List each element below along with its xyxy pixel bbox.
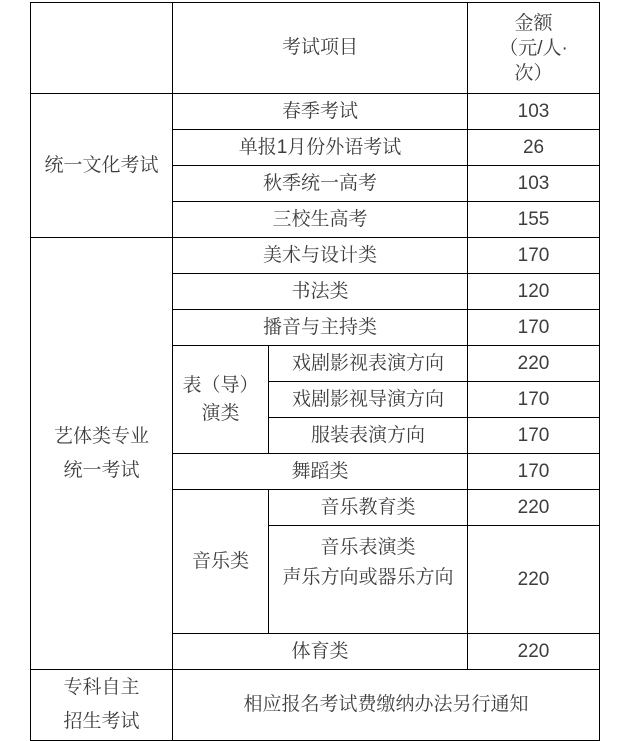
amount-header-line: 金额	[514, 12, 553, 34]
fee-cell: 26	[468, 130, 600, 166]
fee-cell: 170	[468, 310, 600, 346]
fee-cell: 220	[468, 634, 600, 670]
fee-cell: 170	[468, 382, 600, 418]
category-label-line: 招生考试	[63, 711, 140, 732]
subcategory-label-line: 演类	[201, 402, 240, 424]
category-label-line: 统一考试	[63, 459, 140, 481]
category-art-sports	[31, 238, 173, 670]
category-label-line: 专科自主	[63, 677, 140, 698]
subcategory-music: 音乐类	[173, 490, 269, 634]
fee-cell: 170	[468, 418, 600, 454]
exam-fee-table	[30, 2, 600, 741]
item-cell: 戏剧影视表演方向	[269, 346, 468, 382]
header-amount-cell	[468, 3, 600, 94]
item-cell: 音乐教育类	[269, 490, 468, 526]
item-cell-music-performance	[269, 526, 468, 634]
table-row	[31, 670, 600, 741]
fee-cell: 120	[468, 274, 600, 310]
header-empty-cell	[31, 3, 173, 94]
item-label-line: 声乐方向或器乐方向	[282, 567, 454, 588]
item-cell: 播音与主持类	[173, 310, 468, 346]
fee-cell: 220	[468, 526, 600, 634]
fee-cell: 103	[468, 166, 600, 202]
table-row	[31, 94, 600, 130]
header-item-cell: 考试项目	[173, 3, 468, 94]
item-cell: 书法类	[173, 274, 468, 310]
item-cell: 戏剧影视导演方向	[269, 382, 468, 418]
item-cell: 秋季统一高考	[173, 166, 468, 202]
category-unified-culture: 统一文化考试	[31, 94, 173, 238]
item-cell: 体育类	[173, 634, 468, 670]
item-label-line: 音乐表演类	[320, 537, 416, 558]
fee-cell: 220	[468, 346, 600, 382]
item-cell: 服装表演方向	[269, 418, 468, 454]
table-row	[31, 238, 600, 274]
item-cell: 舞蹈类	[173, 454, 468, 490]
category-label-line: 艺体类专业	[53, 425, 149, 447]
fee-cell: 170	[468, 238, 600, 274]
fee-cell: 170	[468, 454, 600, 490]
subcategory-label-line: 表（导）	[182, 374, 259, 396]
subcategory-acting	[173, 346, 269, 454]
item-cell: 春季考试	[173, 94, 468, 130]
amount-header-line: （元/人·	[499, 37, 568, 59]
fee-cell: 220	[468, 490, 600, 526]
fee-cell: 155	[468, 202, 600, 238]
special-note-cell: 相应报名考试费缴纳办法另行通知	[173, 670, 600, 741]
item-cell: 三校生高考	[173, 202, 468, 238]
amount-header-line: 次）	[514, 62, 553, 84]
item-cell: 单报1月份外语考试	[173, 130, 468, 166]
fee-cell: 103	[468, 94, 600, 130]
table-header-row	[31, 3, 600, 94]
item-cell: 美术与设计类	[173, 238, 468, 274]
category-special-admission	[31, 670, 173, 741]
